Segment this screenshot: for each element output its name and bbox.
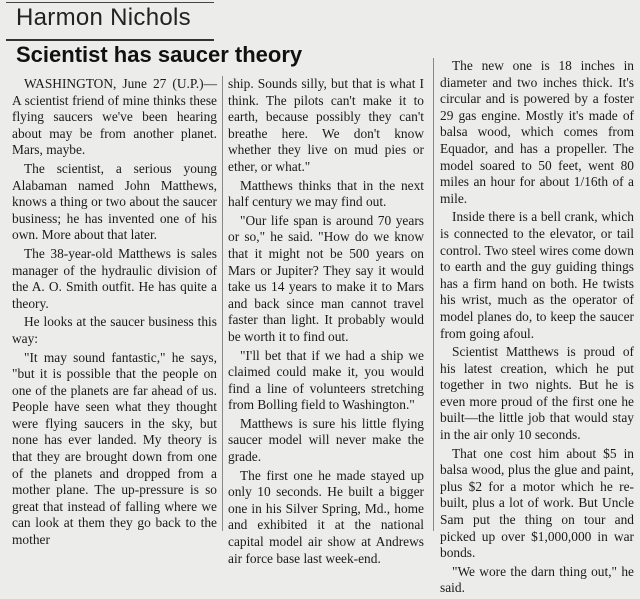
paragraph: The new one is 18 inches in diameter and two inches thick. It's circular and is powered by a foster 29 gas engine. Mostly it's made of balsa wood, which comes from Equador, and has a propeller. The model soared to 50 feet, went 80 miles an hour for about 1/16th of a mile. bbox=[440, 58, 634, 206]
paragraph: Inside there is a bell crank, which is connected to the elevator, or tail control. Two steel wires come down to earth and the guy guiding things has a firm hand on both. He twists his wrist, much as the operator of model planes do, to keep the saucer from going afoul. bbox=[440, 209, 634, 341]
byline: Harmon Nichols bbox=[16, 4, 191, 31]
paragraph: WASHINGTON, June 27 (U.P.)— A scientist friend of mine thinks these flying saucers we've been hearing about may be from another planet. Mars, maybe. bbox=[12, 76, 217, 158]
article-column-1 bbox=[12, 76, 217, 551]
paragraph: "It may sound fantastic," he says, "but it is possible that the people on one of the planets are far ahead of us. People have seen what they thought were flying saucers in the sky, but none has ever landed. My theory is that they are brought down from one of the planets and dropped from a mother plane. The up-pressure is so great that instead of falling where we can look at them they go back to the mother bbox=[12, 349, 217, 548]
paragraph: He looks at the saucer business this way: bbox=[12, 314, 217, 346]
paragraph: The 38-year-old Matthews is sales manager of the hydraulic division of the A. O. Smith outfit. He has quite a theory. bbox=[12, 245, 217, 311]
column-divider bbox=[222, 76, 223, 531]
headline: Scientist has saucer theory bbox=[16, 42, 303, 67]
article-column-2 bbox=[228, 76, 424, 569]
paragraph: That one cost him about $5 in balsa wood, plus the glue and paint, plus $2 for a motor which he re-built, plus a lot of work. But Uncle Sam put the thing on tour and picked up over $1,000,000 in war bonds. bbox=[440, 445, 634, 561]
column-divider bbox=[433, 58, 434, 531]
paragraph: Matthews is sure his little flying saucer model will never make the grade. bbox=[228, 415, 424, 465]
paragraph: The scientist, a serious young Alabaman named John Matthews, knows a thing or two about the saucer business; he has invented one of his own. More about that later. bbox=[12, 160, 217, 243]
article-column-3 bbox=[440, 58, 634, 599]
paragraph: "I'll bet that if we had a ship we claimed could make it, you would find a line of volunteers stretching from Bolling field to Washington." bbox=[228, 347, 424, 413]
paragraph: "We wore the darn thing out," he said. bbox=[440, 563, 634, 596]
paragraph: "Our life span is around 70 years or so," he said. "How do we know that it might not be 500 years on Mars or Jupiter? They say it would take us 14 years to make it to Mars and back since man cannot travel faster than light. It probably would be worth it to find out. bbox=[228, 212, 424, 344]
paragraph: Scientist Matthews is proud of his latest creation, which he put together in two nights. But he is even more proud of the first one he built—the little job that would stay in the air only 10 seconds. bbox=[440, 344, 634, 443]
paragraph: ship. Sounds silly, but that is what I think. The pilots can't make it to earth, because possibly they can't breathe here. We don't know whether they live on mud pies or ether, or what." bbox=[228, 76, 424, 174]
paragraph: The first one he made stayed up only 10 seconds. He built a bigger one in his Silver Spring, Md., home and exhibited it at the national capital model air show at Andrews air force base last week-end. bbox=[228, 467, 424, 566]
paragraph: Matthews thinks that in the next half century we may find out. bbox=[228, 177, 424, 210]
